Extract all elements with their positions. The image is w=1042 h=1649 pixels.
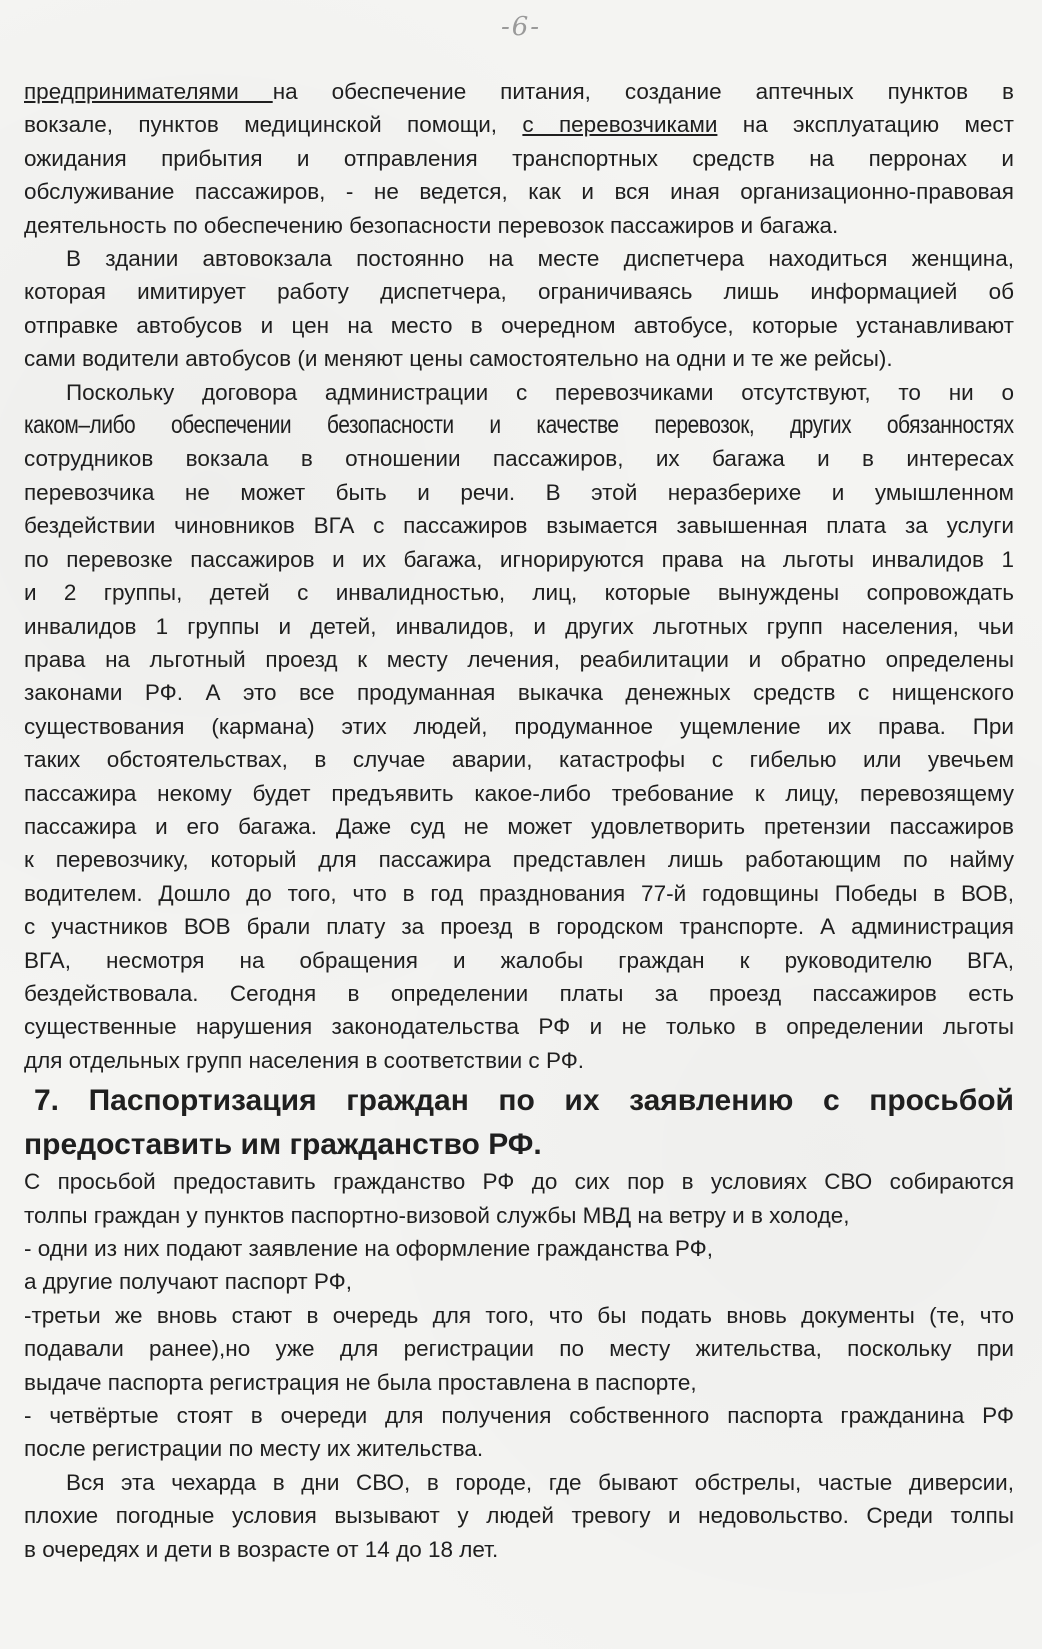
page-number: -6- [500, 12, 542, 42]
text-line: Вся эта чехарда в дни СВО, в городе, где бывают обстрелы, частые диверсии, [66, 1469, 1014, 1495]
text-line: инвалидов 1 группы и детей, инвалидов, и других льготных групп населения, чьи [24, 613, 1014, 639]
text-line: отправке автобусов и цен на место в очередном автобусе, которые устанавливают [24, 312, 1014, 338]
text-line: законами РФ. А это все продуманная выкачка денежных средств с нищенского [24, 680, 1014, 706]
text-span: на обеспечение питания, создание аптечных пунктов в [272, 79, 1014, 104]
text-line: пассажира некому будет предъявить какое-либо требование к лицу, перевозящему [24, 780, 1014, 806]
text-line: обслуживание пассажиров, - не ведется, как и вся иная организационно-правовая [24, 179, 1014, 205]
paragraph-bus-station [24, 242, 1014, 376]
section-heading [24, 1081, 1014, 1165]
text-line: таких обстоятельствах, в случае аварии, катастрофы с гибелью или увечьем [24, 747, 1014, 773]
text-line: водителем. Дошло до того, что в год празднования 77-й годовщины Победы в ВОВ, [24, 880, 1014, 906]
text-line [24, 75, 1014, 108]
document-body [24, 75, 1014, 1566]
text-line: деятельность по обеспечению безопасности перевозок пассажиров и багажа. [24, 212, 839, 238]
text-line: с участников ВОВ брали плату за проезд в городском транспорте. А администрация [24, 914, 1014, 940]
underlined-text: предпринимателями [24, 79, 273, 104]
text-line: в очередях и дети в возрасте от 14 до 18 лет. [24, 1536, 499, 1562]
list-item: - одни из них подают заявление на оформление гражданства РФ, [24, 1236, 713, 1261]
text-line: бездействовала. Сегодня в определении платы за проезд пассажиров есть [24, 980, 1014, 1006]
text-span: на эксплуатацию мест [717, 112, 1014, 138]
text-line: перевозчика не может быть и речи. В этой неразберихе и умышленном [24, 479, 1014, 505]
heading-line: предоставить им гражданство РФ. [24, 1128, 542, 1162]
text-line: к перевозчику, который для пассажира представлен лишь работающим по найму [24, 847, 1014, 873]
text-line: Поскольку договора администрации с перевозчиками отсутствуют, то ни о [66, 379, 1014, 405]
text-line: толпы граждан у пунктов паспортно-визовой службы МВД на ветру и в холоде, [24, 1202, 850, 1228]
text-line: права на льготный проезд к месту лечения, реабилитации и обратно определены [24, 646, 1014, 672]
text-line [24, 108, 1014, 141]
text-span: вокзале, пунктов медицинской помощи, [24, 112, 523, 138]
text-line: для отдельных групп населения в соответствии с РФ. [24, 1047, 585, 1073]
text-line: по перевозке пассажиров и их багажа, игнорируются права на льготы инвалидов 1 [24, 546, 1014, 572]
text-line: ВГА, несмотря на обращения и жалобы граждан к руководителю ВГА, [24, 947, 1014, 973]
text-line: сами водители автобусов (и меняют цены самостоятельно на одни и те же рейсы). [24, 346, 893, 372]
text-line: существенные нарушения законодательства РФ и не только в определении льготы [24, 1014, 1014, 1040]
text-line: и 2 группы, детей с инвалидностью, лиц, которые вынуждены сопровождать [24, 580, 1014, 606]
paragraph-continuation [24, 75, 1014, 242]
paragraph-final [24, 1466, 1014, 1566]
text-line: сотрудников вокзала в отношении пассажиров, их багажа и в интересах [24, 446, 1014, 472]
text-line: С просьбой предоставить гражданство РФ до сих пор в условиях СВО собираются [24, 1169, 1014, 1195]
list-item: а другие получают паспорт РФ, [24, 1269, 353, 1295]
text-line: ожидания прибытия и отправления транспортных средств на перронах и [24, 145, 1014, 171]
text-line: каком–либо обеспечении безопасности и качестве перевозок, других обязанностях [24, 411, 1014, 440]
text-line: подавали ранее),но уже для регистрации по месту жительства, поскольку при [24, 1336, 1014, 1362]
paragraph-contracts [24, 376, 1014, 1078]
text-line: пассажира и его багажа. Даже суд не может удовлетворить претензии пассажиров [24, 813, 1014, 839]
list-item: -третьи же вновь стают в очередь для того, что бы подать вновь документы (те, что [24, 1302, 1014, 1328]
heading-line: 7. Паспортизация граждан по их заявлению с просьбой [34, 1084, 1014, 1118]
text-line: бездействии чиновников ВГА с пассажиров взымается завышенная плата за услуги [24, 513, 1014, 539]
text-line: плохие погодные условия вызывают у людей тревогу и недовольство. Среди толпы [24, 1503, 1014, 1529]
text-line: которая имитирует работу диспетчера, ограничиваясь лишь информацией об [24, 279, 1014, 305]
underlined-text: с перевозчиками [522, 112, 718, 138]
text-line: В здании автовокзала постоянно на месте диспетчера находиться женщина, [66, 246, 1014, 272]
text-line: существования (кармана) этих людей, продуманное ущемление их права. При [24, 713, 1014, 739]
text-line: после регистрации по месту их жительства. [24, 1436, 484, 1462]
section-body [24, 1165, 1014, 1466]
list-item: - четвёртые стоят в очереди для получения собственного паспорта гражданина РФ [24, 1403, 1014, 1429]
text-line: выдаче паспорта регистрация не была проставлена в паспорте, [24, 1369, 697, 1395]
